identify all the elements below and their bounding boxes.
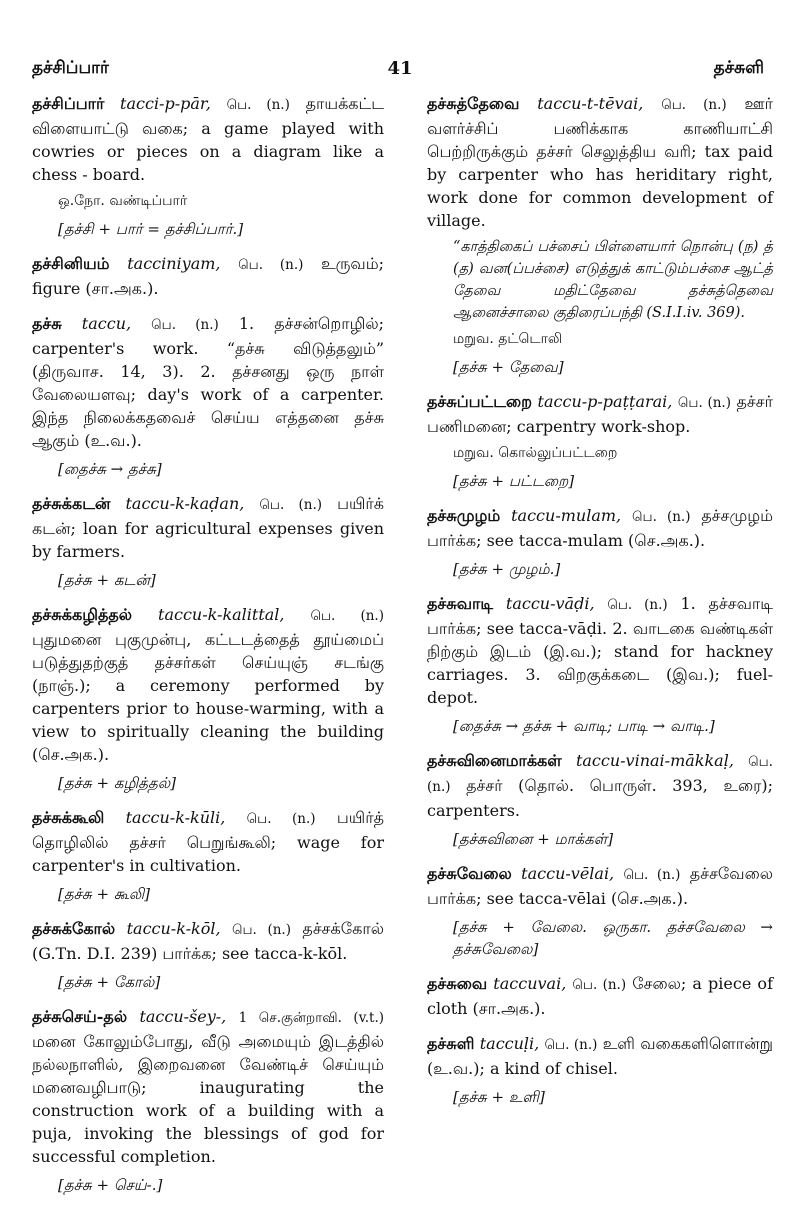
definition: சேலை; a piece of cloth (சா.அக.). xyxy=(427,974,773,1018)
dictionary-entry xyxy=(427,862,773,960)
dictionary-entry xyxy=(32,252,384,300)
cross-reference-note: மறுவ. கொல்லுப்பட்டறை xyxy=(453,445,618,461)
grammar-label: பெ. (n.) xyxy=(607,597,668,613)
transliteration: tacciniyam, xyxy=(127,254,221,273)
grammar-label: பெ. (n.) xyxy=(677,395,731,411)
headword: தச்சினியம் xyxy=(32,254,110,273)
transliteration: taccu-vāḍi, xyxy=(505,594,595,613)
entry-main xyxy=(427,390,773,438)
entry-main xyxy=(427,749,773,822)
dictionary-entry xyxy=(32,92,384,240)
right-column xyxy=(427,92,773,1120)
headword: தச்சிப்பார் xyxy=(32,94,105,113)
dictionary-entry xyxy=(32,1005,384,1196)
left-column xyxy=(32,92,384,1208)
definition: ஊர் வளர்ச்சிப் பணிக்காக காணியாட்சி பெற்றிருக்கும் தச்சர் செலுத்திய வரி; tax paid by carpenter who has heriditary right, work done for common development of village. xyxy=(427,94,773,230)
citation-quote: “காத்திகைப் பச்சைப் பிள்ளையார் நொன்பு (ந) த் (த) வன(ப்பச்சை) எடுத்துக் காட்டும்பச்சை ஆட்த் தேவை மதிட்தேவை தச்சுத்தெவை ஆனைச்சாலை குதிரைப்பந்தி (S.I.I.iv. 369). xyxy=(453,239,773,321)
headword: தச்சுவை xyxy=(427,974,488,993)
transliteration: taccu, xyxy=(81,314,132,333)
definition: பயிர்த் தொழிலில் தச்சர் பெறுங்கூலி; wage for carpenter's in cultivation. xyxy=(32,808,384,875)
dictionary-entry xyxy=(32,603,384,794)
etymology: [தச்சு + கழித்தல்] xyxy=(58,774,177,792)
grammar-label: பெ. (n.) xyxy=(246,811,316,827)
headword: தச்சுக்கடன் xyxy=(32,494,111,513)
etymology: [தச்சு + கடன்] xyxy=(58,571,156,589)
entry-main xyxy=(32,492,384,563)
etymology: [தைச்சு → தச்சு + வாடி; பாடி → வாடி.] xyxy=(453,717,715,735)
transliteration: taccu-k-kūli, xyxy=(125,808,226,827)
entry-main xyxy=(427,504,773,552)
headword: தச்சுத்தேவை xyxy=(427,94,520,113)
definition: தச்சக்கோல் (G.Tn. D.I. 239) பார்க்க; see tacca-k-kōl. xyxy=(32,919,384,963)
definition: 1. தச்சவாடி பார்க்க; see tacca-vāḍi. 2. வாடகை வண்டிகள் நிற்கும் இடம் (இ.வ.); stand for hackney carriages. 3. விறகுக்கடை (இவ.); fuel-depot. xyxy=(427,594,774,707)
grammar-label: பெ. (n.) xyxy=(151,317,219,333)
transliteration: taccu-šey-, xyxy=(139,1007,227,1026)
dictionary-entry xyxy=(427,504,773,580)
definition: தாயக்கட்ட விளையாட்டு வகை; a game played with cowries or pieces on a diagram like a chess - board. xyxy=(32,94,384,184)
entry-main xyxy=(32,92,384,186)
headword: தச்சுளி xyxy=(427,1034,475,1053)
entry-main xyxy=(32,917,384,965)
entry-main xyxy=(427,862,773,910)
grammar-label: பெ. (n.) xyxy=(259,497,323,513)
entry-main xyxy=(32,806,384,877)
etymology: [தச்சு + முழம்.] xyxy=(453,560,561,578)
definition: தச்சர் (தொல். பொருள். 393, உரை); carpenters. xyxy=(427,776,773,820)
grammar-label: பெ. (n.) xyxy=(661,97,727,113)
transliteration: taccu-k-kōl, xyxy=(126,919,221,938)
grammar-label: பெ. (n.) xyxy=(572,977,627,993)
transliteration: taccuḷi, xyxy=(479,1034,540,1053)
grammar-label: பெ. (n.) xyxy=(238,257,304,273)
headword: தச்சுக்கோல் xyxy=(32,919,116,938)
etymology: [தச்சுவினை + மாக்கள்] xyxy=(453,830,614,848)
grammar-label: பெ. (n.) xyxy=(231,922,291,938)
etymology: [தச்சு + பட்டறை] xyxy=(453,472,575,490)
dictionary-entry xyxy=(427,92,773,378)
headword: தச்சுவினைமாக்கள் xyxy=(427,751,562,770)
transliteration: taccu-vēlai, xyxy=(521,864,615,883)
entry-main xyxy=(32,312,384,452)
grammar-label: பெ. (n.) xyxy=(310,608,384,624)
entry-main xyxy=(32,1005,384,1168)
transliteration: taccuvai, xyxy=(493,974,567,993)
definition: தச்சர் பணிமனை; carpentry work-shop. xyxy=(427,392,773,436)
transliteration: taccu-k-kalittal, xyxy=(158,605,285,624)
headword: தச்சுசெய்-தல் xyxy=(32,1007,128,1026)
dictionary-entry xyxy=(32,492,384,591)
dictionary-entry xyxy=(427,972,773,1020)
headword: தச்சுக்கழித்தல் xyxy=(32,605,133,624)
definition: 1. தச்சன்றொழில்; carpenter's work. “தச்சு விடுத்தலும்” (திருவாச. 14, 3). 2. தச்சனது ஒரு நாள் வேலையளவு; day's work of a carpenter. இந்த நிலைக்கதவைச் செய்ய எத்தனை தச்சு ஆகும் (உ.வ.). xyxy=(32,314,384,450)
headword: தச்சு xyxy=(32,314,62,333)
etymology: [தச்சு + கோல்] xyxy=(58,973,161,991)
dictionary-entry xyxy=(427,749,773,850)
headword: தச்சுமுழம் xyxy=(427,506,501,525)
etymology: [தச்சு + தேவை] xyxy=(453,358,564,376)
definition: மனை கோலும்போது, வீடு அமையும் இடத்தில் நல்லநாளில், இறைவனை வேண்டிச் செய்யும் மனைவழிபாடு; inaugurating the construction work of a building with a puja, invoking the blessings of god for successful completion. xyxy=(32,1032,384,1166)
definition: உளி வகைகளிளொன்று (உ.வ.); a kind of chisel. xyxy=(427,1034,773,1078)
grammar-label: பெ. (n.) xyxy=(226,97,290,113)
etymology: [தச்சு + வேலை. ஒருகா. தச்சவேலை → தச்சுவேலை] xyxy=(453,918,773,958)
definition: தச்சவேலை பார்க்க; see tacca-vēlai (செ.அக.). xyxy=(427,864,774,908)
etymology: [தச்சு + செய்-.] xyxy=(58,1176,163,1194)
transliteration: taccu-vinai-mākkaḷ, xyxy=(575,751,734,770)
entry-main xyxy=(32,603,384,766)
etymology: [தச்சு + கூலி] xyxy=(58,885,150,903)
entry-main xyxy=(427,972,773,1020)
dictionary-entry xyxy=(32,806,384,905)
cross-reference-note: மறுவ. தட்டொலி xyxy=(453,331,563,347)
etymology: [தச்சி + பார் = தச்சிப்பார்.] xyxy=(58,220,244,238)
dictionary-entry xyxy=(427,390,773,492)
headword: தச்சுவேலை xyxy=(427,864,512,883)
page-number: 41 xyxy=(387,58,413,79)
running-head-left: தச்சிப்பார் xyxy=(32,58,109,78)
transliteration: taccu-t-tēvai, xyxy=(537,94,644,113)
transliteration: taccu-k-kaḍan, xyxy=(125,494,245,513)
grammar-label: பெ. (n.) xyxy=(623,867,681,883)
headword: தச்சுவாடி xyxy=(427,594,494,613)
entry-main xyxy=(427,592,773,709)
grammar-label: 1 செ.குன்றாவி. (v.t.) xyxy=(238,1010,384,1026)
transliteration: taccu-mulam, xyxy=(511,506,622,525)
transliteration: tacci-p-pār, xyxy=(120,94,211,113)
entry-main xyxy=(427,92,773,232)
definition: புதுமனை புகுமுன்பு, கட்டடத்தைத் தூய்மைப் படுத்துதற்குத் தச்சர்கள் செய்யுஞ் சடங்கு (நாஞ்.); a ceremony performed by carpenters prior to house-warming, with a view to spiritually cleaning the building (செ.அக.). xyxy=(32,630,384,764)
etymology: [தைச்சு → தச்சு] xyxy=(58,460,162,478)
headword: தச்சுப்பட்டறை xyxy=(427,392,533,411)
definition: தச்சமுழம் பார்க்க; see tacca-mulam (செ.அக.). xyxy=(427,506,774,550)
headword: தச்சுக்கூலி xyxy=(32,808,105,827)
transliteration: taccu-p-paṭṭarai, xyxy=(537,392,673,411)
definition: உருவம்; figure (சா.அக.). xyxy=(32,254,384,298)
dictionary-entry xyxy=(427,1032,773,1108)
dictionary-entry xyxy=(427,592,773,737)
dictionary-entry xyxy=(32,312,384,480)
cross-reference-note: ஒ.நோ. வண்டிப்பார் xyxy=(58,193,188,209)
definition: பயிர்க் கடன்; loan for agricultural expenses given by farmers. xyxy=(32,494,384,561)
grammar-label: பெ. (n.) xyxy=(544,1037,598,1053)
running-head-right: தச்சுளி xyxy=(713,58,764,78)
grammar-label: பெ. (n.) xyxy=(427,754,773,795)
entry-main xyxy=(427,1032,773,1080)
entry-main xyxy=(32,252,384,300)
grammar-label: பெ. (n.) xyxy=(632,509,691,525)
dictionary-entry xyxy=(32,917,384,993)
etymology: [தச்சு + உளி] xyxy=(453,1088,545,1106)
